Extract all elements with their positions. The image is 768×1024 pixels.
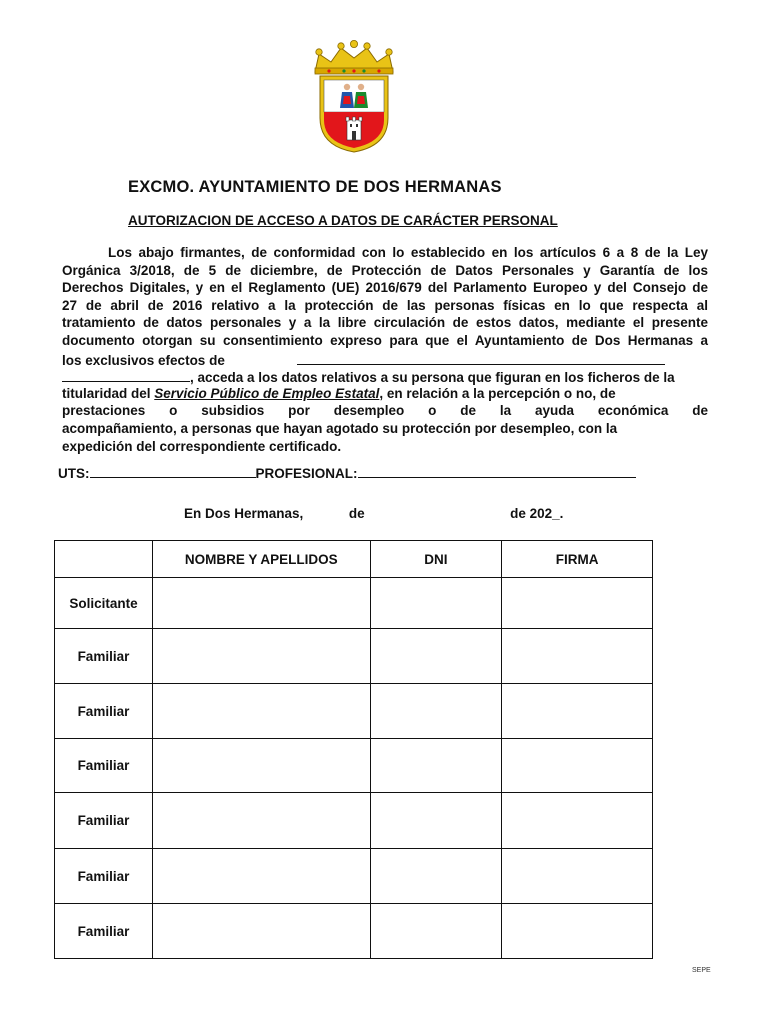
text-line: 27 de abril de 2016 relativo a la protección de las personas físicas en lo que respecta al [62,297,708,313]
row-label: Familiar [55,793,153,849]
name-cell[interactable] [152,578,370,629]
column-header [55,541,153,578]
name-cell[interactable] [152,793,370,849]
row-label: Familiar [55,904,153,959]
text-line: tratamiento de datos personales y a la libre circulación de estos datos, mediante el presente [62,315,708,331]
dni-cell[interactable] [370,904,502,959]
sepe-name: Servicio Público de Empleo Estatal [154,385,380,401]
signature-cell[interactable] [502,904,653,959]
date-prefix: En Dos Hermanas, [184,506,304,521]
text-line: Derechos Digitales, y en el Reglamento (UE) 2016/679 del Parlamento Europeo y del Consejo de [62,280,708,296]
uts-profesional-line [58,463,636,481]
signature-cell[interactable] [502,578,653,629]
table-row [55,849,653,904]
name-cell[interactable] [152,629,370,684]
text-line: Orgánica 3/2018, de 5 de diciembre, de Protección de Datos Personales y Garantía de los [62,262,708,278]
table-row [55,793,653,849]
table-row [55,904,653,959]
dni-cell[interactable] [370,739,502,793]
table-row [55,629,653,684]
authorization-text [62,244,708,455]
access-text: , acceda a los datos relativos a su persona que figuran en los ficheros de la [190,370,675,386]
purpose-label: los exclusivos efectos de [62,352,225,368]
column-header-firma: FIRMA [502,541,653,578]
row-label: Familiar [55,684,153,739]
page-title: EXCMO. AYUNTAMIENTO DE DOS HERMANAS [128,178,502,196]
table-header-row [55,541,653,578]
document-subtitle: AUTORIZACION DE ACCESO A DATOS DE CARÁCTER PERSONAL [128,213,558,228]
coat-of-arms-icon [309,38,399,154]
dni-cell[interactable] [370,793,502,849]
row-label: Familiar [55,739,153,793]
name-cell[interactable] [152,739,370,793]
date-line [184,506,563,521]
text-line: documento otorgan su consentimiento expreso para que el Ayuntamiento de Dos Hermanas a [62,332,708,348]
dni-cell[interactable] [370,629,502,684]
signature-cell[interactable] [502,629,653,684]
purpose-field-part1[interactable] [297,350,665,365]
profesional-label: PROFESIONAL: [255,466,358,481]
dni-cell[interactable] [370,578,502,629]
profesional-field[interactable] [358,463,636,478]
signature-table [54,540,653,959]
text-line: Los abajo firmantes, de conformidad con lo establecido en los artículos 6 a 8 de la Ley [108,245,708,260]
uts-label: UTS: [58,466,90,481]
row-label: Solicitante [55,578,153,629]
column-header-name: NOMBRE Y APELLIDOS [152,541,370,578]
row-label: Familiar [55,629,153,684]
table-row [55,684,653,739]
text-line-sepe: titularidad del Servicio Público de Empleo Estatal, en relación a la percepción o no, de [62,385,616,401]
footer-code: SEPE [692,967,711,974]
name-cell[interactable] [152,684,370,739]
name-cell[interactable] [152,904,370,959]
text-line-access [62,367,708,385]
text-line: prestaciones o subsidios por desempleo o de la ayuda económica de [62,403,708,419]
table-row [55,739,653,793]
crown-icon [315,40,393,74]
text-line: acompañamiento, a personas que hayan agotado su protección por desempleo, con la [62,420,618,436]
text-line-purpose [62,350,708,368]
date-de-label: de [348,506,365,521]
uts-field[interactable] [90,463,256,478]
date-year-label: de 202_. [510,506,564,521]
signature-cell[interactable] [502,793,653,849]
table-row [55,578,653,629]
purpose-field-part2[interactable] [62,367,190,382]
tower-icon [346,117,362,140]
dni-cell[interactable] [370,849,502,904]
column-header-dni: DNI [370,541,502,578]
row-label: Familiar [55,849,153,904]
signature-cell[interactable] [502,684,653,739]
dni-cell[interactable] [370,684,502,739]
signature-cell[interactable] [502,849,653,904]
text-line: expedición del correspondiente certificado. [62,438,342,454]
signature-cell[interactable] [502,739,653,793]
name-cell[interactable] [152,849,370,904]
